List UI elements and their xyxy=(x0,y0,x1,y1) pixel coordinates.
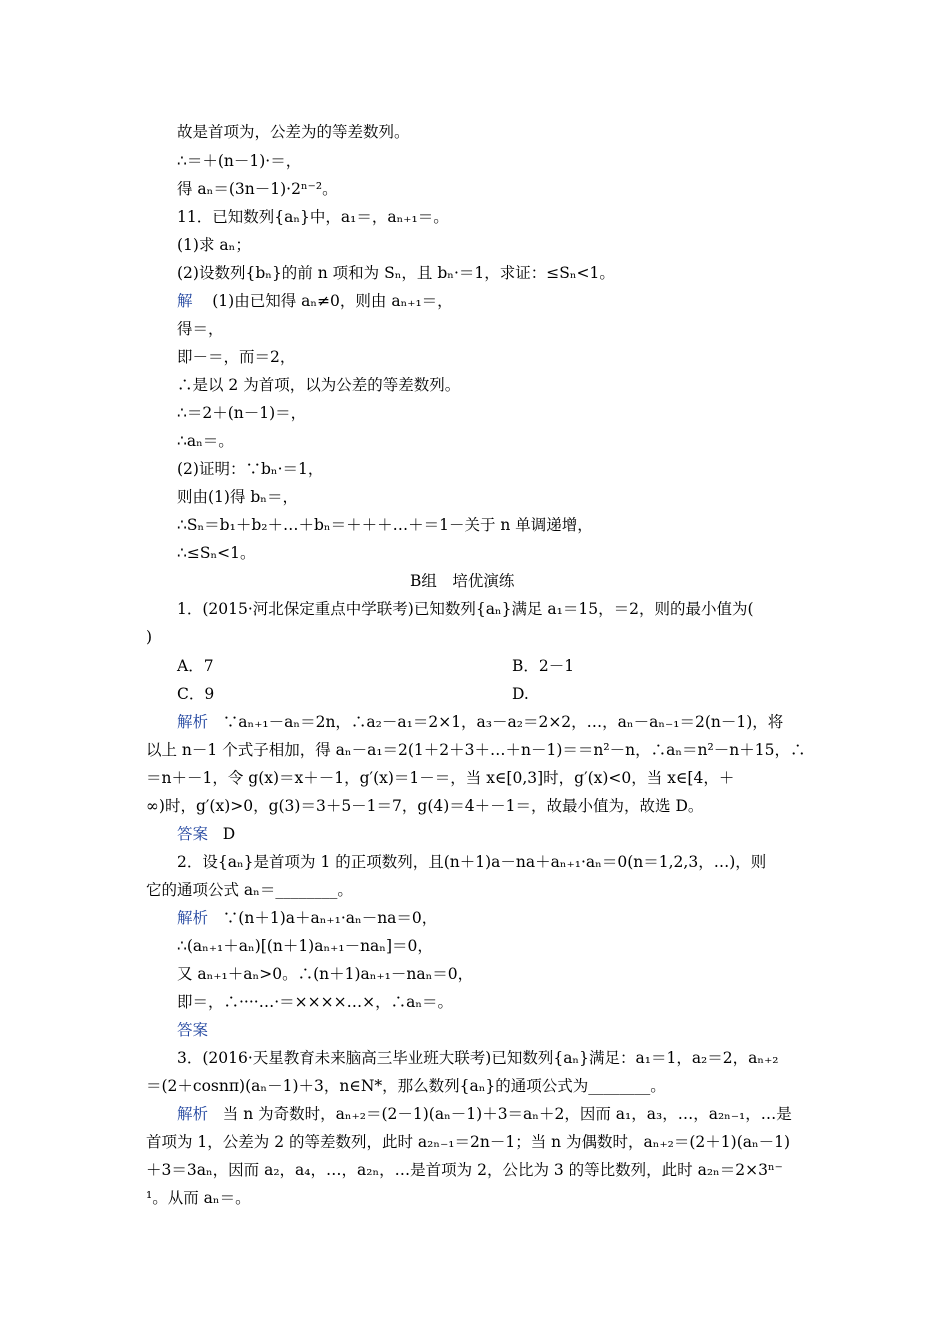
text-line: ∴aₙ＝。 xyxy=(177,432,234,450)
question-1-stem: 1．(2015·河北保定重点中学联考)已知数列{aₙ}满足 a₁＝15，＝2，则的最小值为( xyxy=(177,600,754,618)
option-a: A．7 xyxy=(177,657,214,675)
analysis-text: ∵(n＋1)a＋aₙ₊₁·aₙ－na＝0， xyxy=(222,909,438,927)
analysis-line: ＝n＋－1，令 g(x)＝x＋－1，g′(x)＝1－＝，当 x∈[0,3]时，g′(x)<0，当 x∈[4，＋ xyxy=(146,769,735,787)
question-2-stem-cont: 它的通项公式 aₙ＝________。 xyxy=(146,881,353,899)
option-d: D. xyxy=(512,685,529,703)
analysis-line: 首项为 1，公差为 2 的等差数列，此时 a₂ₙ₋₁＝2n－1；当 n 为偶数时，aₙ₊₂＝(2＋1)(aₙ－1) xyxy=(146,1133,791,1151)
option-c: C．9 xyxy=(177,685,215,703)
question-3-stem-cont: ＝(2＋cosnπ)(aₙ－1)＋3，n∈N*，那么数列{aₙ}的通项公式为________。 xyxy=(146,1077,666,1095)
text-line: ∴≤Sₙ<1。 xyxy=(177,544,256,562)
text-line: ∴Sₙ＝b₁＋b₂＋…＋bₙ＝＋＋＋…＋＝1－关于 n 单调递增， xyxy=(177,516,593,534)
text-line: 故是首项为，公差为的等差数列。 xyxy=(177,123,410,141)
answer-value: D xyxy=(222,825,236,843)
question-1-stem-cont: ) xyxy=(146,628,153,646)
analysis-line xyxy=(177,1104,792,1124)
text-line: ∴是以 2 为首项，以为公差的等差数列。 xyxy=(177,376,461,394)
answer-line xyxy=(177,824,235,844)
analysis-line: ¹。从而 aₙ＝。 xyxy=(146,1189,251,1207)
analysis-line xyxy=(177,712,783,732)
analysis-text: ∵aₙ₊₁－aₙ＝2n，∴a₂－a₁＝2×1，a₃－a₂＝2×2，…，aₙ－aₙ₋₁＝2(n－1)，将 xyxy=(222,713,784,731)
text-line: 即－＝，而＝2， xyxy=(177,348,296,366)
text-line: 得 aₙ＝(3n－1)·2ⁿ⁻²。 xyxy=(177,180,338,198)
solution-text: (1)由已知得 aₙ≠0，则由 aₙ₊₁＝， xyxy=(212,292,453,310)
text-line: ∴＝＋(n－1)·＝， xyxy=(177,152,302,170)
answer-label: 答案 xyxy=(177,825,209,843)
analysis-text: 当 n 为奇数时，aₙ₊₂＝(2－1)(aₙ－1)＋3＝aₙ＋2，因而 a₁，a₃，…，a₂ₙ₋₁，…是 xyxy=(222,1105,792,1123)
section-title: B组 培优演练 xyxy=(410,572,515,590)
analysis-line: ∞)时，g′(x)>0，g(3)＝3＋5－1＝7，g(4)＝4＋－1＝，故最小值为，故选 D。 xyxy=(146,797,704,815)
question-11-stem: 11．已知数列{aₙ}中，a₁＝，aₙ₊₁＝。 xyxy=(177,208,449,226)
text-line: 则由(1)得 bₙ＝， xyxy=(177,488,299,506)
solution-line xyxy=(177,291,453,311)
analysis-line: 以上 n－1 个式子相加，得 aₙ－a₁＝2(1＋2＋3＋…＋n－1)＝＝n²－n，∴aₙ＝n²－n＋15，∴ xyxy=(146,741,806,759)
analysis-line xyxy=(177,908,437,928)
analysis-line: ∴(aₙ₊₁＋aₙ)[(n＋1)aₙ₊₁－naₙ]＝0， xyxy=(177,937,433,955)
text-line: ∴＝2＋(n－1)＝， xyxy=(177,404,307,422)
solution-label: 解 xyxy=(177,292,193,310)
analysis-line: 即＝，∴····…·＝××××…×，∴aₙ＝。 xyxy=(177,993,454,1011)
analysis-label: 解析 xyxy=(177,909,209,927)
analysis-label: 解析 xyxy=(177,1105,209,1123)
question-11-part2: (2)设数列{bₙ}的前 n 项和为 Sₙ，且 bₙ·＝1，求证：≤Sₙ<1。 xyxy=(177,264,615,282)
option-b: B．2－1 xyxy=(512,657,575,675)
question-2-stem: 2．设{aₙ}是首项为 1 的正项数列，且(n＋1)a－na＋aₙ₊₁·aₙ＝0(n＝1,2,3，…)，则 xyxy=(177,853,767,871)
text-line: 得＝， xyxy=(177,320,224,338)
answer-label: 答案 xyxy=(177,1021,209,1039)
analysis-line: 又 aₙ₊₁＋aₙ>0。∴(n＋1)aₙ₊₁－naₙ＝0， xyxy=(177,965,474,983)
analysis-label: 解析 xyxy=(177,713,209,731)
question-3-stem: 3．(2016·天星教育未来脑高三毕业班大联考)已知数列{aₙ}满足：a₁＝1，a₂＝2，aₙ₊₂ xyxy=(177,1049,779,1067)
question-11-part1: (1)求 aₙ； xyxy=(177,236,251,254)
analysis-line: ＋3＝3aₙ，因而 a₂，a₄，…，a₂ₙ，…是首项为 2，公比为 3 的等比数列，此时 a₂ₙ＝2×3ⁿ⁻ xyxy=(146,1161,783,1179)
text-line: (2)证明：∵bₙ·＝1， xyxy=(177,460,324,478)
